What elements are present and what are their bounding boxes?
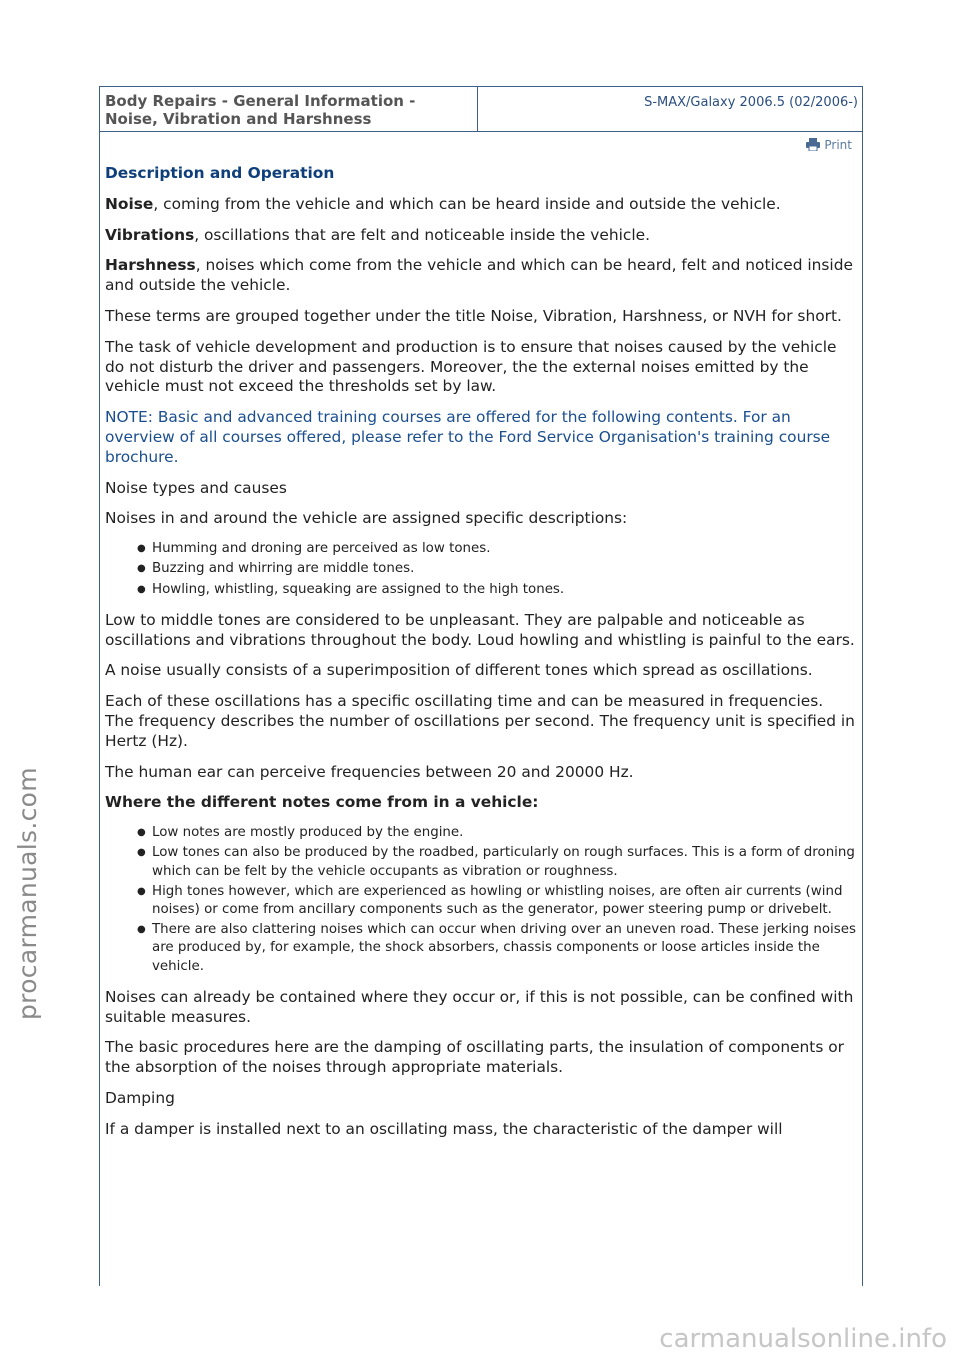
list-item: ● Humming and droning are perceived as low tones. (152, 540, 856, 558)
noise-types-heading: Noise types and causes (105, 478, 287, 497)
paragraph-basic: The basic procedures here are the damping of oscillating parts, the insulation of components or the absorption of the noises through appropriate materials. (105, 1038, 844, 1077)
list-item: ● There are also clattering noises which can occur when driving over an uneven road. These jerking noises are produced by, for example, the shock absorbers, chassis components or loose articles inside the vehicle. (152, 921, 856, 976)
definition-term: Noise (105, 194, 154, 213)
list-item: ● Low tones can also be produced by the roadbed, particularly on rough surfaces. This is a form of droning which can be felt by the vehicle occupants as vibration or roughness. (152, 844, 856, 880)
definition-text: , coming from the vehicle and which can be heard inside and outside the vehicle. (153, 194, 781, 213)
title-line-2: Noise, Vibration and Harshness (105, 110, 372, 128)
noise-intro: Noises in and around the vehicle are assigned specific descriptions: (105, 509, 628, 528)
page-content (100, 164, 862, 1140)
paragraph-superimposition: A noise usually consists of a superimposition of different tones which spread as oscillations. (105, 661, 813, 680)
paragraph-contained: Noises can already be contained where they occur or, if this is not possible, can be confined with suitable measures. (105, 987, 854, 1026)
side-watermark: procarmanuals.com (13, 767, 42, 1020)
definition-noise (105, 195, 856, 215)
section-title: Description and Operation (105, 164, 335, 182)
print-row (100, 132, 862, 152)
page-title (100, 87, 478, 131)
definition-term: Vibrations (105, 225, 195, 244)
list-item: ● Howling, whistling, squeaking are assigned to the high tones. (152, 581, 856, 599)
list-item: ● Low notes are mostly produced by the engine. (152, 824, 856, 842)
paragraph-low-middle: Low to middle tones are considered to be unpleasant. They are palpable and noticeable as oscillations and vibrations throughout the body. Loud howling and whistling is painful to the ears. (105, 610, 855, 649)
printer-icon (806, 138, 820, 151)
print-label: Print (824, 138, 852, 152)
bottom-watermark: carmanualsonline.info (659, 1324, 947, 1354)
print-button[interactable] (806, 138, 852, 152)
list-item: ● High tones however, which are experienced as howling or whistling noises, are often air currents (wind noises) or come from ancillary components such as the generator, power steering pump or drivebelt. (152, 883, 856, 919)
manual-page (99, 86, 863, 1286)
paragraph-grouped: These terms are grouped together under the title Noise, Vibration, Harshness, or NVH for short. (105, 306, 842, 325)
title-line-1: Body Repairs - General Information - (105, 92, 416, 110)
note-training: NOTE: Basic and advanced training courses are offered for the following contents. For an overview of all courses offered, please refer to the Ford Service Organisation's training course brochure. (105, 408, 831, 466)
model-label: S-MAX/Galaxy 2006.5 (02/2006-) (644, 95, 858, 110)
paragraph-frequency: Each of these oscillations has a specific oscillating time and can be measured in frequencies. The frequency describes the number of oscillations per second. The frequency unit is specified in Hertz (Hz). (105, 692, 855, 750)
definition-text: , noises which come from the vehicle and which can be heard, felt and noticed inside and outside the vehicle. (105, 256, 853, 295)
notes-list (105, 824, 856, 976)
paragraph-human-ear: The human ear can perceive frequencies between 20 and 20000 Hz. (105, 762, 634, 781)
definition-text: , oscillations that are felt and noticeable inside the vehicle. (194, 225, 650, 244)
page-header (100, 86, 862, 132)
notes-heading: Where the different notes come from in a vehicle: (105, 793, 539, 812)
definition-vibrations (105, 226, 856, 246)
paragraph-damper: If a damper is installed next to an oscillating mass, the characteristic of the damper will (105, 1119, 783, 1138)
paragraph-task: The task of vehicle development and production is to ensure that noises caused by the vehicle do not disturb the driver and passengers. Moreover, the the external noises emitted by the vehicle must not exceed the thresholds set by law. (105, 337, 837, 396)
definition-term: Harshness (105, 256, 196, 275)
damping-heading: Damping (105, 1088, 175, 1107)
tone-list (105, 540, 856, 599)
list-item: ● Buzzing and whirring are middle tones. (152, 560, 856, 578)
definition-harshness (105, 256, 856, 296)
